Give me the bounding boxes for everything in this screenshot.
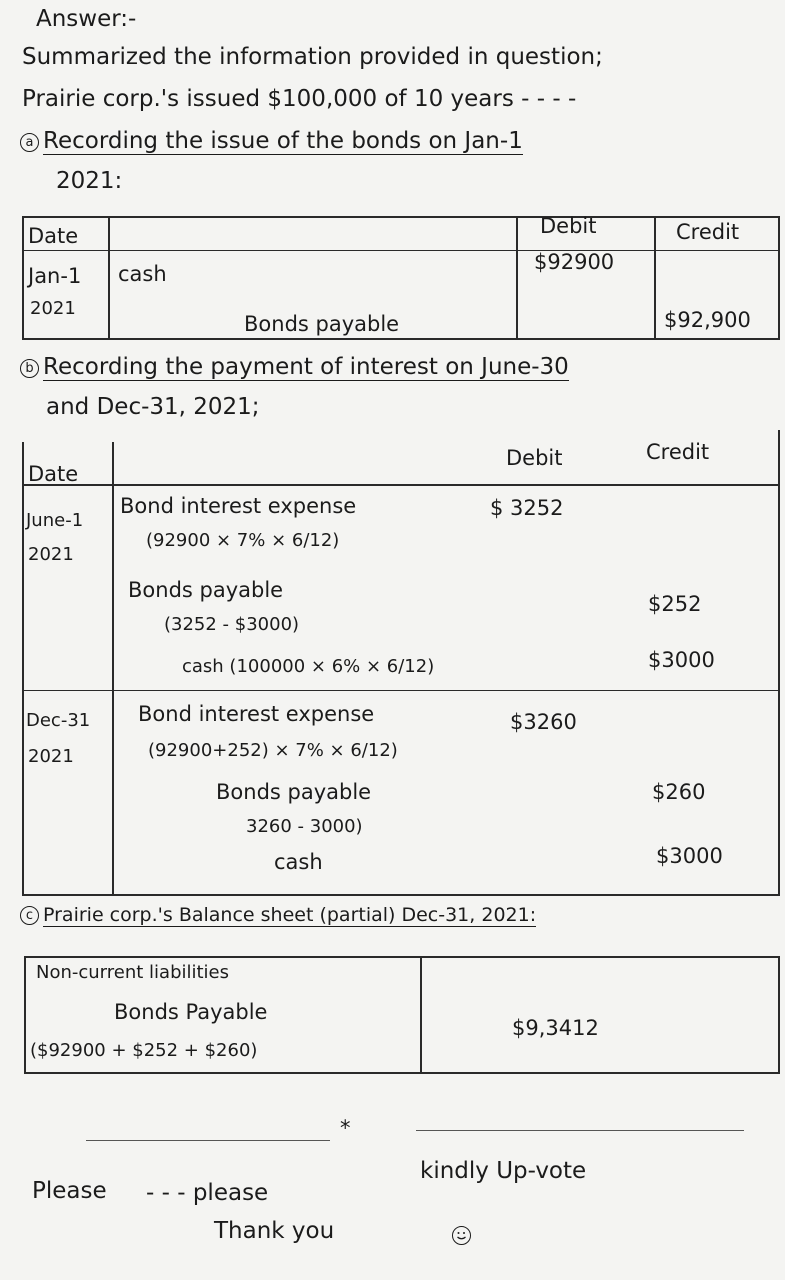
- footer-please-2: - - - please: [146, 1180, 269, 1206]
- footer-upvote: kindly Up-vote: [420, 1158, 587, 1184]
- table-b-date-header: Date: [28, 462, 79, 486]
- bonds-payable-label: Bonds Payable: [114, 1000, 268, 1024]
- table-a-cash-account: cash: [118, 262, 167, 286]
- smiley-icon: [452, 1226, 471, 1245]
- table-b-debit-header: Debit: [506, 446, 563, 470]
- part-b-title-dates: and Dec-31, 2021;: [46, 394, 260, 420]
- part-a-title-text: Recording the issue of the bonds on Jan-1: [43, 128, 523, 154]
- table-b-top-line: [22, 484, 780, 486]
- footer-thank-you: Thank you: [214, 1218, 335, 1244]
- table-a-bottom-line: [22, 338, 780, 340]
- footer-star: *: [340, 1116, 351, 1140]
- part-c-marker: c: [20, 906, 39, 925]
- entry-1-bonds-payable-credit: $252: [648, 592, 702, 616]
- entry-2-date-l1: Dec-31: [26, 710, 91, 731]
- entry-2-date-l2: 2021: [28, 746, 74, 767]
- entry-1-date-l2: 2021: [28, 544, 74, 565]
- table-a-col-1: [22, 216, 24, 338]
- entry-1-interest-calc: (92900 × 7% × 6/12): [146, 530, 340, 551]
- summary-line-1: Summarized the information provided in question;: [22, 44, 603, 70]
- table-a-bonds-payable-credit: $92,900: [664, 308, 751, 332]
- entry-1-interest-debit: $ 3252: [490, 496, 564, 520]
- table-a-date-l2: 2021: [30, 298, 76, 319]
- entry-2-interest-calc: (92900+252) × 7% × 6/12): [148, 740, 398, 761]
- entry-2-interest-expense: Bond interest expense: [138, 702, 375, 726]
- bonds-payable-value: $9,3412: [512, 1016, 599, 1040]
- entry-2-cash: cash: [274, 850, 323, 874]
- non-current-liabilities-label: Non-current liabilities: [36, 962, 230, 983]
- part-c-title-text: Prairie corp.'s Balance sheet (partial) Dec-31, 2021:: [43, 904, 537, 926]
- entry-1-cash-credit: $3000: [648, 648, 715, 672]
- part-b-title: [20, 354, 569, 380]
- entry-2-cash-credit: $3000: [656, 844, 723, 868]
- table-a-credit-header: Credit: [676, 220, 740, 244]
- entry-1-interest-expense: Bond interest expense: [120, 494, 357, 518]
- entry-2-interest-debit: $3260: [510, 710, 577, 734]
- entry-1-date-l1: June-1: [26, 510, 84, 531]
- entry-1-cash: cash (100000 × 6% × 6/12): [182, 656, 435, 677]
- bs-left-border: [24, 956, 26, 1072]
- bs-right-border: [778, 956, 780, 1072]
- table-a-bonds-payable-account: Bonds payable: [244, 312, 400, 336]
- smiley-face-icon: [453, 1227, 470, 1244]
- table-b-col-1: [22, 442, 24, 894]
- entry-2-bonds-payable: Bonds payable: [216, 780, 372, 804]
- footer-line-right: [416, 1130, 744, 1131]
- table-a-col-2: [108, 216, 110, 338]
- table-a-cash-debit: $92900: [534, 250, 615, 274]
- footer-line-left: [86, 1140, 330, 1141]
- table-a-col-5: [778, 216, 780, 338]
- table-a-col-3: [516, 216, 518, 338]
- table-a-debit-header: Debit: [540, 214, 597, 238]
- entry-2-bonds-payable-calc: 3260 - 3000): [246, 816, 363, 837]
- bonds-payable-calc: ($92900 + $252 + $260): [30, 1040, 258, 1061]
- entry-1-bonds-payable-calc: (3252 - $3000): [164, 614, 300, 635]
- part-a-marker: a: [20, 133, 39, 152]
- entry-1-bonds-payable: Bonds payable: [128, 578, 284, 602]
- part-c-title: [20, 902, 536, 926]
- entry-2-bonds-payable-credit: $260: [652, 780, 706, 804]
- part-b-marker: b: [20, 359, 39, 378]
- part-b-title-text: Recording the payment of interest on June-30: [43, 354, 569, 380]
- table-b-credit-header: Credit: [646, 440, 710, 464]
- table-a-top-line: [22, 216, 780, 218]
- footer-please: Please: [32, 1178, 107, 1204]
- part-a-title-year: 2021:: [56, 168, 123, 194]
- summary-line-2: Prairie corp.'s issued $100,000 of 10 years - - - -: [22, 86, 577, 112]
- table-b-col-2: [112, 442, 114, 894]
- bs-top-line: [24, 956, 780, 958]
- table-a-date-l1: Jan-1: [28, 264, 82, 288]
- part-a-title: [20, 128, 523, 154]
- table-b-bottom-line: [22, 894, 780, 896]
- table-b-mid-line: [22, 690, 780, 691]
- answer-heading: Answer:-: [36, 6, 137, 32]
- bs-col-divider: [420, 956, 422, 1072]
- table-a-row-line: [22, 250, 780, 251]
- table-a-col-4: [654, 216, 656, 338]
- table-a-date-header: Date: [28, 224, 79, 248]
- table-b-col-3: [778, 430, 780, 894]
- bs-bottom-line: [24, 1072, 780, 1074]
